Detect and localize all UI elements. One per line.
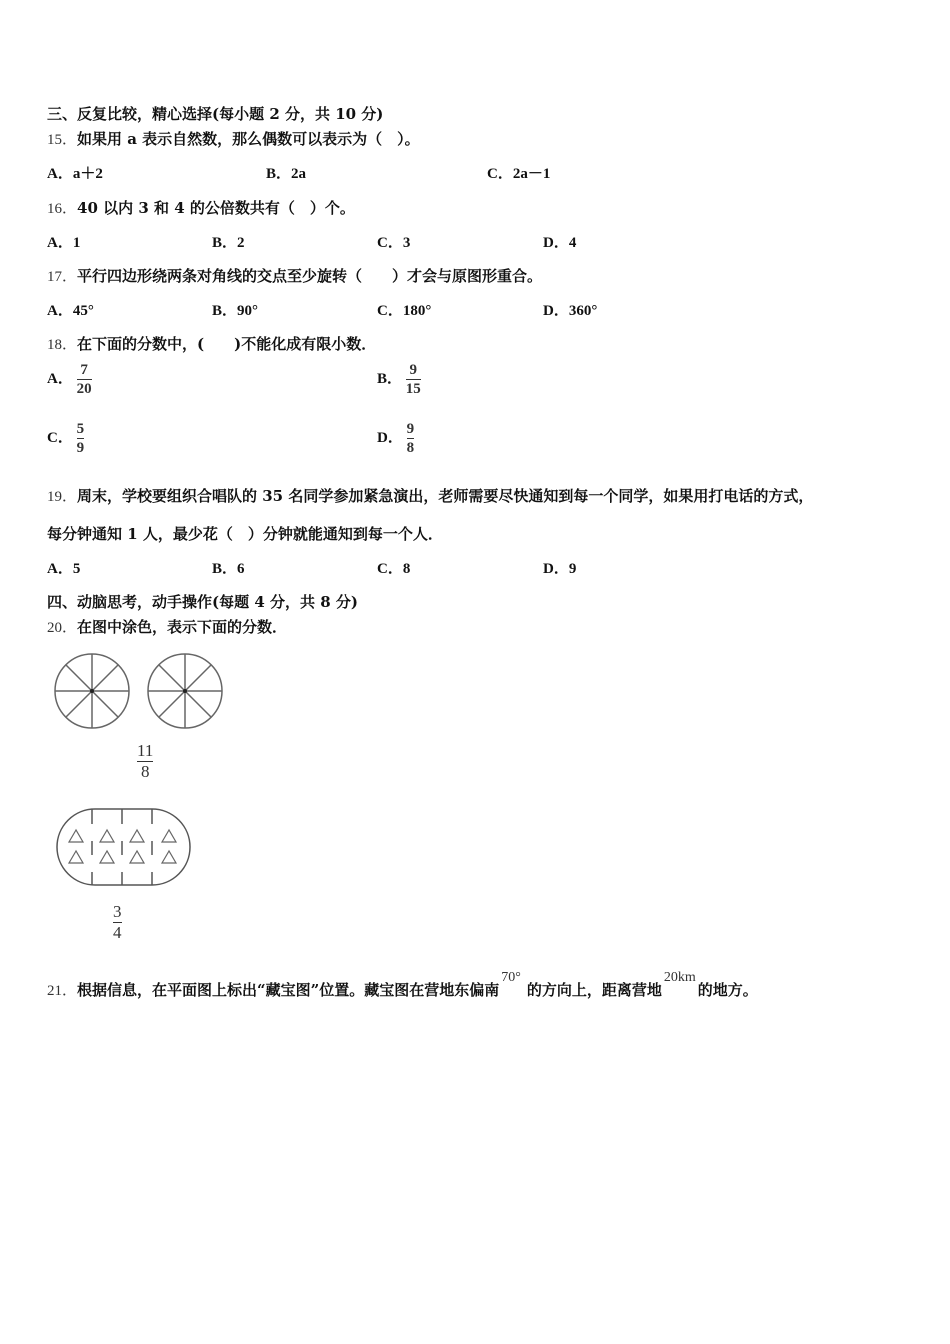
option-c[interactable] [377,299,431,320]
option-c[interactable] [377,557,410,578]
section-3-heading: 三、反复比较，精心选择(每小题 2 分，共 10 分) [47,105,384,123]
option-a[interactable] [47,362,92,397]
question-text: 如果用 a 表示自然数，那么偶数可以表示为（ ）。 [77,130,420,148]
option-value: 4 [568,235,577,251]
option-b[interactable] [266,162,306,183]
denominator: 8 [406,440,415,456]
option-value: 1 [72,235,81,251]
option-value: 2 [237,235,245,251]
fraction [77,421,85,456]
numerator: 3 [113,902,122,921]
option-label: C． [377,561,403,577]
option-label: B． [266,166,292,182]
question-number: 21． [47,983,78,999]
option-b[interactable] [377,362,421,397]
option-d[interactable] [543,557,576,578]
option-value: 360° [568,303,598,319]
option-value: 90° [237,303,259,319]
question-17 [47,265,542,286]
numerator: 7 [80,362,88,378]
option-label: B． [212,561,238,577]
question-text: 在下面的分数中，( )不能化成有限小数． [77,335,377,353]
option-label: B． [377,370,403,387]
option-b[interactable] [212,299,258,320]
question-number: 16． [47,201,78,217]
option-value: 6 [237,561,245,577]
option-label: A． [47,370,73,387]
question-16 [47,197,355,218]
option-label: C． [47,429,73,446]
question-15 [47,128,420,149]
denominator: 9 [76,440,85,456]
denominator: 4 [113,923,122,942]
option-value: a＋2 [72,166,103,182]
question-text: 平行四边形绕两条对角线的交点至少旋转（ ）才会与原图形重合。 [77,267,543,285]
option-label: A． [47,235,73,251]
circles-figure[interactable] [50,652,240,732]
option-label: C． [377,235,403,251]
question-number: 18． [47,337,78,353]
option-d[interactable] [377,421,414,456]
option-c[interactable] [377,231,410,252]
question-number: 20． [47,620,78,636]
question-number: 15． [47,132,78,148]
numerator: 9 [406,421,415,437]
question-text: 在图中涂色，表示下面的分数． [77,618,288,636]
option-value: 180° [402,303,432,319]
distance-value: 20km [663,970,696,985]
option-label: A． [47,561,73,577]
numerator: 9 [409,362,418,378]
option-label: D． [377,429,403,446]
question-19-line2: 每分钟通知 1 人，最少花（ ）分钟就能通知到每一个人． [47,525,443,543]
option-label: B． [212,235,238,251]
question-18 [47,333,376,354]
option-value: 3 [402,235,411,251]
question-text: 的地方。 [697,981,758,999]
denominator: 8 [140,762,150,781]
fraction [77,362,92,397]
option-label: D． [543,303,569,319]
option-label: C． [487,166,513,182]
option-c[interactable] [47,421,84,456]
option-label: B． [212,303,238,319]
option-value: 2a－1 [512,166,551,182]
option-a[interactable] [47,557,80,578]
section-4-heading: 四、动脑思考，动手操作(每题 4 分，共 8 分) [47,593,358,611]
option-value: 5 [72,561,81,577]
fraction-11-8 [137,742,153,781]
angle-value: 70° [501,970,521,985]
denominator: 15 [405,381,421,397]
option-a[interactable] [47,162,103,183]
option-b[interactable] [212,557,245,578]
numerator: 5 [76,421,85,437]
question-19-line1 [47,485,813,506]
question-text: 40 以内 3 和 4 的公倍数共有（ ）个。 [77,199,355,217]
option-d[interactable] [543,231,576,252]
option-value: 2a [291,166,307,182]
option-d[interactable] [543,299,597,320]
question-number: 17． [47,269,78,285]
option-label: D． [543,561,569,577]
fraction [407,421,415,456]
question-20 [47,616,287,637]
option-a[interactable] [47,231,80,252]
fraction-3-4 [113,903,122,942]
option-value: 9 [568,561,577,577]
option-b[interactable] [212,231,245,252]
question-21 [47,970,758,1000]
option-label: D． [543,235,569,251]
option-label: A． [47,303,73,319]
option-label: A． [47,166,73,182]
question-number: 19． [47,489,78,505]
numerator: 11 [137,741,154,760]
oval-triangles-figure[interactable] [55,806,195,888]
option-label: C． [377,303,403,319]
option-value: 45° [72,303,94,319]
fraction [406,362,421,397]
option-a[interactable] [47,299,94,320]
question-text: 根据信息，在平面图上标出“藏宝图”位置。藏宝图在营地东偏南 [77,981,500,999]
denominator: 20 [76,381,92,397]
question-text: 周末，学校要组织合唱队的 35 名同学参加紧急演出，老师需要尽快通知到每一个同学，如果用打电话的方式， [77,487,814,505]
question-text: 的方向上，距离营地 [526,981,662,999]
option-c[interactable] [487,162,550,183]
option-value: 8 [402,561,411,577]
